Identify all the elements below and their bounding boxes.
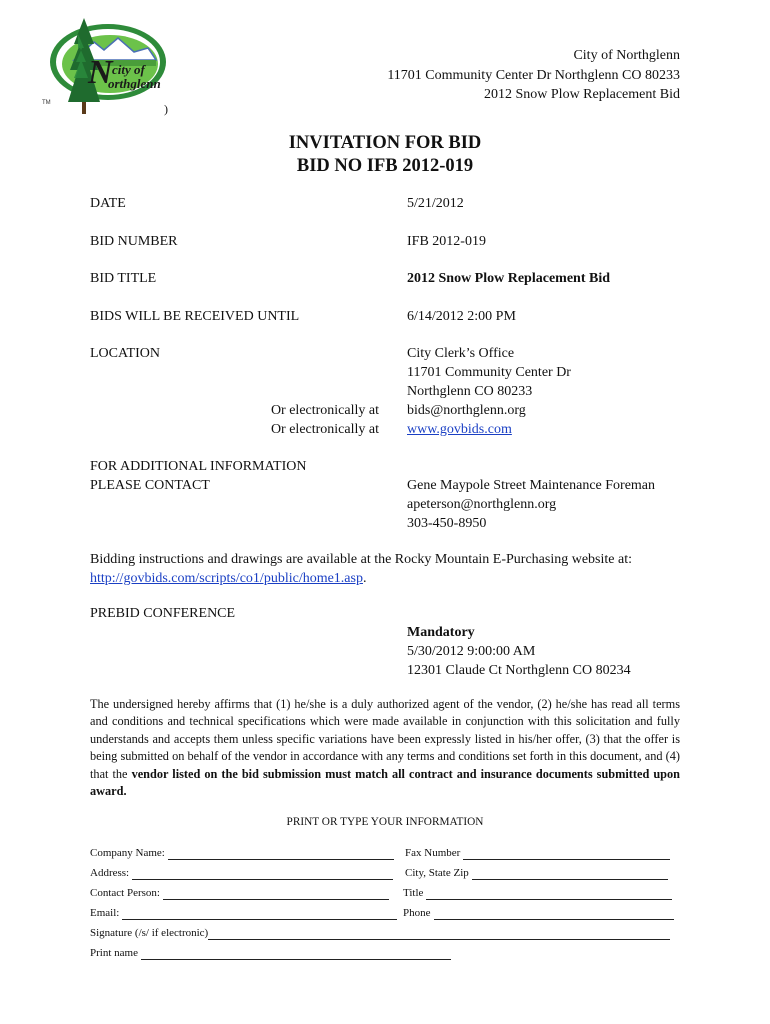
email-label: Email: (90, 907, 120, 919)
signature-row (90, 926, 670, 940)
tm-mark: TM (42, 100, 51, 106)
location-line-1: City Clerk’s Office (407, 346, 515, 361)
bid-title-value: 2012 Snow Plow Replacement Bid (407, 271, 610, 286)
contact-email: apeterson@northglenn.org (407, 497, 557, 512)
bid-number-value: IFB 2012-019 (407, 234, 486, 249)
govbids-scripts-link[interactable]: http://govbids.com/scripts/co1/public/home1.asp (90, 571, 363, 586)
govbids-link[interactable]: www.govbids.com (407, 422, 512, 437)
contact-label-1: FOR ADDITIONAL INFORMATION (90, 459, 307, 474)
email-field[interactable] (122, 908, 397, 920)
contact-person-row (90, 886, 389, 900)
address-label: Address: (90, 867, 130, 879)
header-line-3: 2012 Snow Plow Replacement Bid (484, 87, 680, 102)
email-row (90, 906, 397, 920)
logo-text-top: city of (112, 62, 145, 77)
contact-label-2: PLEASE CONTACT (90, 478, 210, 493)
contact-phone: 303-450-8950 (407, 516, 487, 531)
location-label: LOCATION (90, 346, 160, 361)
address-field[interactable] (132, 868, 393, 880)
print-name-row (90, 946, 451, 960)
address-row (90, 866, 393, 880)
letterhead (387, 46, 680, 105)
header-line-1: City of Northglenn (573, 48, 680, 63)
city-state-zip-field[interactable] (472, 868, 668, 880)
affirmation-paragraph (90, 696, 680, 800)
title-field[interactable] (426, 888, 672, 900)
received-label: BIDS WILL BE RECEIVED UNTIL (90, 309, 300, 324)
affirmation-bold: vendor listed on the bid submission must match all contract and insurance documents submitted upon award. (90, 766, 681, 799)
received-value: 6/14/2012 2:00 PM (407, 309, 516, 324)
signature-label: Signature (/s/ if electronic) (90, 927, 209, 939)
phone-row (403, 906, 674, 920)
affirmation-text: The undersigned hereby affirms that (1) he/she is a duly authorized agent of the vendor, (2) he/she has read all terms and conditions and technical specifications which were made available in conjunction with this solicitation and fully understands and accepts them unless specific variations have been expressly listed in his/her offer, (3) that the offer is being submitted on behalf of the vendor in accordance with any terms and conditions set forth in this document, and (4) that the (90, 697, 680, 781)
bids-email: bids@northglenn.org (407, 403, 526, 418)
electronic-label-2: Or electronically at (270, 422, 379, 437)
header-line-2: 11701 Community Center Dr Northglenn CO 80233 (387, 67, 680, 83)
electronic-label-1: Or electronically at (270, 403, 379, 418)
title-label: Title (403, 887, 424, 899)
city-state-zip-label: City, State Zip (405, 867, 469, 879)
bid-title-label: BID TITLE (90, 271, 157, 286)
logo-text-bottom: orthglenn (108, 76, 161, 91)
fax-number-row (405, 846, 670, 860)
print-heading: PRINT OR TYPE YOUR INFORMATION (286, 816, 484, 828)
bidding-text: Bidding instructions and drawings are available at the Rocky Mountain E-Purchasing website at: (90, 552, 632, 567)
company-name-field[interactable] (168, 848, 394, 860)
bid-number-title: BID NO IFB 2012-019 (296, 156, 474, 176)
fax-number-label: Fax Number (405, 847, 461, 859)
date-value: 5/21/2012 (407, 196, 464, 211)
bidding-period: . (362, 571, 367, 586)
city-logo (38, 14, 170, 118)
date-label: DATE (90, 196, 126, 211)
prebid-datetime: 5/30/2012 9:00:00 AM (407, 644, 536, 659)
city-state-zip-row (405, 866, 668, 880)
company-name-row (90, 846, 394, 860)
phone-label: Phone (403, 907, 431, 919)
prebid-address: 12301 Claude Ct Northglenn CO 80234 (407, 663, 631, 678)
company-name-label: Company Name: (90, 847, 165, 859)
signature-field[interactable] (208, 928, 670, 940)
bidding-instructions (90, 550, 680, 588)
contact-name: Gene Maypole Street Maintenance Foreman (407, 478, 656, 493)
stray-mark: ) (164, 102, 168, 116)
fax-number-field[interactable] (463, 848, 670, 860)
contact-person-field[interactable] (163, 888, 389, 900)
bid-number-label: BID NUMBER (90, 234, 178, 249)
title-row (403, 886, 672, 900)
prebid-mandatory: Mandatory (407, 625, 475, 640)
logo-initial: N (88, 54, 113, 91)
prebid-label: PREBID CONFERENCE (90, 606, 236, 621)
location-line-3: Northglenn CO 80233 (407, 384, 533, 399)
document-title: INVITATION FOR BID (288, 133, 482, 153)
print-name-field[interactable] (141, 948, 451, 960)
print-name-label: Print name (90, 947, 138, 959)
phone-field[interactable] (434, 908, 674, 920)
location-line-2: 11701 Community Center Dr (407, 365, 571, 380)
contact-person-label: Contact Person: (90, 887, 160, 899)
